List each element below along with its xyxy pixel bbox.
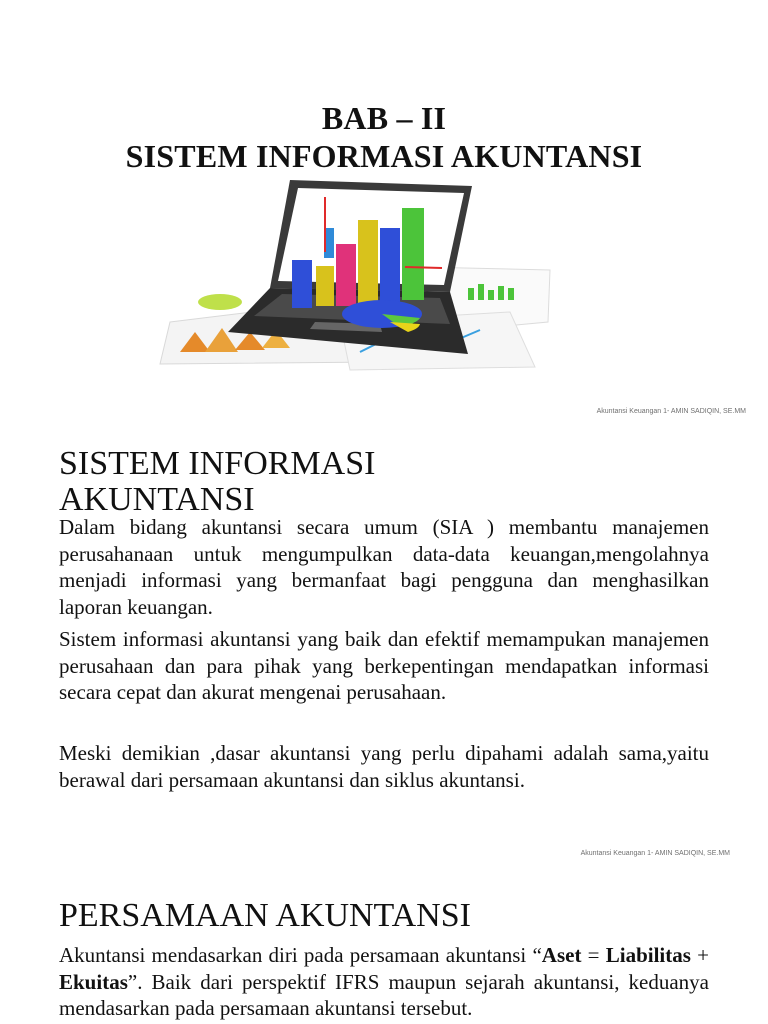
slide-footer: Akuntansi Keuangan 1- AMIN SADIQIN, SE.MM bbox=[596, 408, 746, 415]
paragraph: Meski demikian ,dasar akuntansi yang perlu dipahami adalah sama,yaitu berawal dari persamaan akuntansi dan siklus akuntansi. bbox=[59, 741, 709, 792]
term-ekuitas: Ekuitas bbox=[59, 969, 128, 994]
slide-heading: PERSAMAAN AKUNTANSI bbox=[59, 897, 471, 934]
text: = bbox=[581, 943, 606, 967]
slide-footer: Akuntansi Keuangan 1- AMIN SADIQIN, SE.MM bbox=[580, 850, 730, 857]
chapter-subtitle: SISTEM INFORMASI AKUNTANSI bbox=[125, 138, 643, 174]
text: Akuntansi mendasarkan diri pada persamaan akuntansi “ bbox=[59, 943, 542, 967]
term-liabilitas: Liabilitas bbox=[605, 943, 691, 967]
paragraph: Sistem informasi akuntansi yang baik dan efektif memampukan manajemen perusahaan dan para pihak yang berkepentingan mendapatkan informasi secara cepat dan akurat mengenai perusahaan. bbox=[59, 627, 709, 704]
paragraph bbox=[59, 942, 709, 1022]
term-aset: Aset bbox=[541, 943, 582, 967]
text: + bbox=[690, 943, 709, 967]
title-slide bbox=[0, 0, 768, 430]
laptop-chart-illustration bbox=[150, 172, 570, 372]
text: ”. Baik dari perspektif IFRS maupun sejarah akuntansi, keduanya mendasarkan pada persamaan akuntansi tersebut. bbox=[59, 969, 709, 1020]
chapter-title: BAB – II bbox=[321, 100, 447, 136]
paragraph: Dalam bidang akuntansi secara umum (SIA ) membantu manajemen perusahanaan untuk mengumpulkan data-data keuangan,mengolahnya menjadi informasi yang bermanfaat bagi pengguna dan menghasilkan laporan keuangan. bbox=[59, 515, 709, 619]
equation-slide bbox=[0, 870, 768, 1024]
sia-slide bbox=[0, 430, 768, 870]
slide-heading: SISTEM INFORMASI AKUNTANSI bbox=[59, 445, 376, 518]
